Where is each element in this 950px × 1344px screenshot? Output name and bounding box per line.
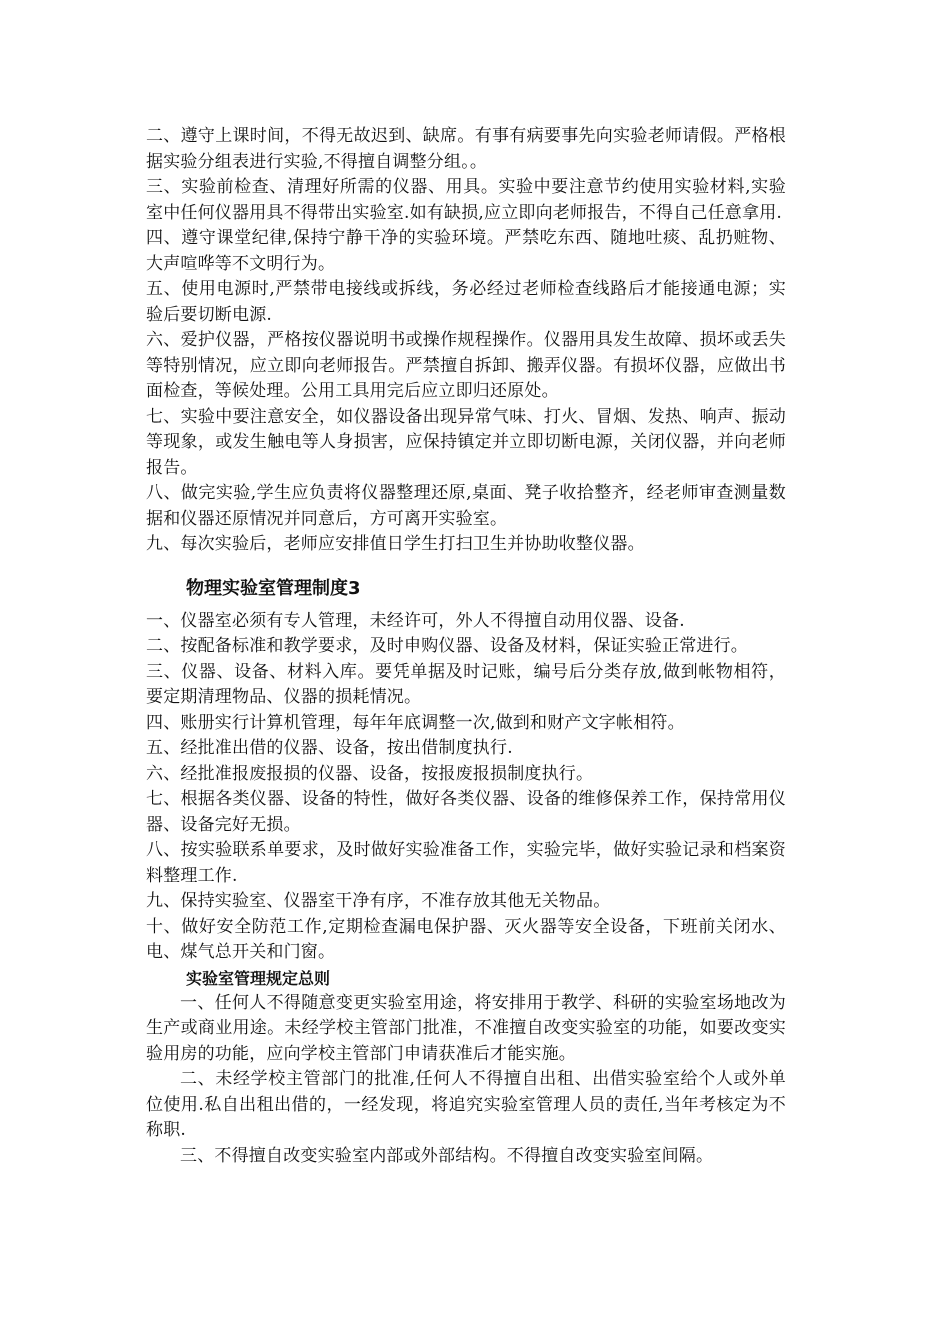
general-rules-section xyxy=(146,966,786,1170)
section-heading-general: 实验室管理规定总则 xyxy=(186,968,331,988)
rule-item-3: 三、实验前检查、清理好所需的仪器、用具。实验中要注意节约使用实验材料,实验室中任何仪器用具不得带出实验室.如有缺损,应立即向老师报告，不得自己任意拿用. xyxy=(146,177,786,223)
rule-item-8: 八、做完实验,学生应负责将仪器整理还原,桌面、凳子收拾整齐，经老师审查测量数据和仪器还原情况并同意后，方可离开实验室。 xyxy=(146,483,786,529)
physics-item-1: 一、仪器室必须有专人管理，未经许可，外人不得擅自动用仪器、设备. xyxy=(146,610,685,631)
general-item-3: 三、不得擅自改变实验室内部或外部结构。不得擅自改变实验室间隔。 xyxy=(180,1145,714,1166)
rule-item-4: 四、遵守课堂纪律,保持宁静干净的实验环境。严禁吃东西、随地吐痰、乱扔赃物、大声喧哗等不文明行为。 xyxy=(146,228,786,274)
lab-rules-section xyxy=(146,124,786,558)
document-body xyxy=(146,124,786,1169)
section-heading-physics-lab: 物理实验室管理制度3 xyxy=(186,577,361,599)
physics-item-6: 六、经批准报废报损的仪器、设备，按报废报损制度执行。 xyxy=(146,763,594,784)
general-item-1: 一、任何人不得随意变更实验室用途，将安排用于教学、科研的实验室场地改为生产或商业用途。未经学校主管部门批准，不准擅自改变实验室的功能，如要改变实验用房的功能，应向学校主管部门申请获准后才能实施。 xyxy=(146,992,786,1064)
rule-item-2: 二、遵守上课时间，不得无故迟到、缺席。有事有病要事先向实验老师请假。严格根据实验分组表进行实验,不得擅自调整分组。。 xyxy=(146,126,786,172)
physics-item-8: 八、按实验联系单要求，及时做好实验准备工作，实验完毕，做好实验记录和档案资料整理工作. xyxy=(146,840,786,886)
physics-lab-section xyxy=(146,576,786,966)
rule-item-9: 九、每次实验后，老师应安排值日学生打扫卫生并协助收整仪器。 xyxy=(146,534,645,554)
physics-item-4: 四、账册实行计算机管理，每年年底调整一次,做到和财产文字帐相符。 xyxy=(146,712,685,733)
physics-item-9: 九、保持实验室、仪器室干净有序，不准存放其他无关物品。 xyxy=(146,891,611,911)
rule-item-6: 六、爱护仪器，严格按仪器说明书或操作规程操作。仪器用具发生故障、损坏或丢失等特别情况，应立即向老师报告。严禁擅自拆卸、搬弄仪器。有损坏仪器，应做出书面检查，等候处理。公用工具用完后应立即归还原处。 xyxy=(146,330,786,401)
physics-item-10: 十、做好安全防范工作,定期检查漏电保护器、灭火器等安全设备，下班前关闭水、电、煤气总开关和门窗。 xyxy=(146,916,786,962)
general-item-2: 二、未经学校主管部门的批准,任何人不得擅自出租、出借实验室给个人或外单位使用.私自出租出借的，一经发现，将追究实验室管理人员的责任,当年考核定为不称职. xyxy=(146,1069,786,1140)
physics-item-2: 二、按配备标准和教学要求，及时申购仪器、设备及材料，保证实验正常进行。 xyxy=(146,636,748,656)
rule-item-7: 七、实验中要注意安全，如仪器设备出现异常气味、打火、冒烟、发热、响声、振动等现象，或发生触电等人身损害，应保持镇定并立即切断电源，关闭仪器，并向老师报告。 xyxy=(146,406,786,478)
physics-item-3: 三、仪器、设备、材料入库。要凭单据及时记账，编号后分类存放,做到帐物相符，要定期清理物品、仪器的损耗情况。 xyxy=(146,661,786,707)
physics-item-5: 五、经批准出借的仪器、设备，按出借制度执行. xyxy=(146,738,513,758)
physics-item-7: 七、根据各类仪器、设备的特性，做好各类仪器、设备的维修保养工作，保持常用仪器、设备完好无损。 xyxy=(146,789,786,835)
rule-item-5: 五、使用电源时,严禁带电接线或拆线，务必经过老师检查线路后才能接通电源；实验后要切断电源. xyxy=(146,279,786,325)
